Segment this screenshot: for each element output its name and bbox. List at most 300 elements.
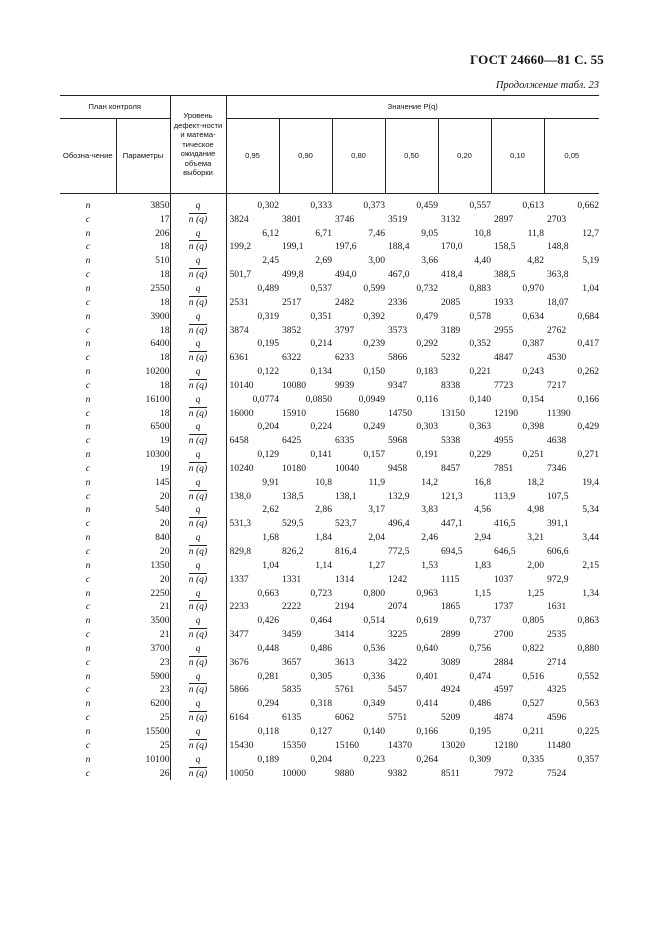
row-value: 5,19 — [582, 255, 599, 267]
row-value: 391,1 — [547, 518, 569, 530]
row-value: 10180 — [282, 462, 306, 474]
row-value: 0,351 — [310, 310, 332, 322]
row-level: n (q) — [188, 629, 208, 641]
row-parameter: 840 — [116, 531, 170, 545]
row-value: 0,127 — [310, 725, 332, 737]
row-value: 5968 — [388, 435, 408, 447]
row-designation: n — [85, 282, 91, 294]
row-parameter: 10100 — [116, 753, 170, 767]
row-level: q — [195, 587, 201, 599]
row-value: 4,56 — [474, 504, 491, 516]
row-value: 6458 — [229, 435, 249, 447]
row-designation: c — [85, 435, 91, 447]
row-designation: n — [85, 476, 91, 488]
table-row — [60, 600, 599, 614]
table-row — [60, 282, 599, 296]
row-value: 0,303 — [416, 421, 438, 433]
row-value: 0,221 — [469, 366, 491, 378]
row-level: q — [195, 449, 201, 461]
row-level-cell — [170, 573, 226, 587]
row-value: 10140 — [229, 379, 254, 391]
row-value: 5866 — [229, 684, 249, 696]
row-value: 606,6 — [547, 546, 569, 558]
row-value: 2,00 — [527, 559, 544, 571]
table-row — [60, 614, 599, 628]
row-value: 0,129 — [257, 449, 279, 461]
row-value: 0,262 — [577, 366, 599, 378]
row-value: 1,04 — [262, 559, 279, 571]
row-value: 826,2 — [282, 546, 304, 558]
row-value: 2531 — [229, 296, 249, 308]
row-level: n (q) — [188, 684, 208, 696]
row-value: 138,1 — [335, 490, 357, 502]
row-value: 16000 — [229, 407, 254, 419]
row-value: 13020 — [441, 739, 465, 751]
row-designation: n — [85, 255, 91, 267]
row-designation: c — [85, 656, 91, 668]
row-value: 7972 — [494, 767, 514, 779]
row-value: 158,5 — [494, 241, 516, 253]
table-row — [60, 725, 599, 739]
row-value: 0,723 — [310, 587, 332, 599]
row-level-cell — [170, 407, 226, 421]
row-designation: c — [85, 324, 91, 336]
row-parameter: 10200 — [116, 365, 170, 379]
row-level-cell — [170, 684, 226, 698]
row-value: 148,8 — [547, 241, 569, 253]
row-value: 1037 — [494, 573, 514, 585]
row-value: 0,229 — [469, 449, 491, 461]
row-value: 0,211 — [522, 725, 544, 737]
row-value: 10240 — [229, 462, 254, 474]
row-value: 0,0850 — [305, 393, 332, 405]
row-value: 6135 — [282, 712, 302, 724]
row-value: 4596 — [547, 712, 567, 724]
row-designation: c — [85, 629, 91, 641]
row-parameter: 23 — [116, 656, 170, 670]
row-value: 15350 — [282, 739, 306, 751]
row-value: 10000 — [282, 767, 306, 779]
row-value: 418,4 — [441, 269, 463, 281]
row-designation: n — [85, 366, 91, 378]
table-row — [60, 545, 599, 559]
table-row — [60, 254, 599, 268]
row-value: 14,2 — [421, 476, 438, 488]
row-value: 1737 — [494, 601, 514, 613]
row-designation: c — [85, 739, 91, 751]
row-value: 1,27 — [368, 559, 385, 571]
row-value: 0,318 — [310, 698, 332, 710]
row-level: n (q) — [188, 601, 208, 613]
row-value: 0,271 — [577, 449, 599, 461]
row-parameter: 18 — [116, 324, 170, 338]
row-value: 5866 — [388, 352, 408, 364]
row-value: 1331 — [282, 573, 302, 585]
row-value: 0,486 — [310, 642, 332, 654]
row-designation: n — [85, 199, 91, 211]
row-parameter: 5900 — [116, 670, 170, 684]
row-value: 11,9 — [368, 476, 385, 488]
row-value: 1337 — [229, 573, 249, 585]
row-value: 0,516 — [522, 670, 544, 682]
row-parameter: 20 — [116, 573, 170, 587]
row-value: 2517 — [282, 296, 302, 308]
table-row — [60, 656, 599, 670]
row-value: 1,34 — [582, 587, 599, 599]
row-value: 10040 — [335, 462, 359, 474]
row-value: 0,486 — [469, 698, 491, 710]
row-level-cell — [170, 753, 226, 767]
row-parameter: 23 — [116, 684, 170, 698]
row-level: q — [195, 393, 201, 405]
row-value: 2762 — [547, 324, 567, 336]
row-level: n (q) — [188, 379, 208, 391]
row-value: 0,800 — [363, 587, 385, 599]
row-value: 1,25 — [527, 587, 544, 599]
row-value: 9939 — [335, 379, 355, 391]
row-value: 5457 — [388, 684, 408, 696]
table-body — [60, 194, 599, 781]
row-level: n (q) — [188, 324, 208, 336]
row-value: 3225 — [388, 629, 408, 641]
row-value: 8457 — [441, 462, 461, 474]
row-level: q — [195, 421, 201, 433]
row-value: 3414 — [335, 629, 355, 641]
row-value: 19,4 — [582, 476, 599, 488]
row-designation: c — [85, 241, 91, 253]
row-value: 3132 — [441, 213, 461, 225]
row-value: 15160 — [335, 739, 359, 751]
row-level: q — [195, 642, 201, 654]
row-value: 0,489 — [257, 282, 279, 294]
row-value: 0,122 — [257, 366, 279, 378]
row-value: 494,0 — [335, 269, 357, 281]
row-level-cell — [170, 296, 226, 310]
header-value: Значение P(q) — [226, 96, 599, 119]
row-value: 0,0949 — [358, 393, 385, 405]
row-level: n (q) — [188, 573, 208, 585]
row-value: 11,8 — [527, 227, 544, 239]
row-value: 7723 — [494, 379, 514, 391]
row-level: n (q) — [188, 767, 208, 779]
row-level-cell — [170, 282, 226, 296]
row-level-cell — [170, 310, 226, 324]
row-designation: n — [85, 698, 91, 710]
row-value: 0,822 — [522, 642, 544, 654]
row-level: q — [195, 366, 201, 378]
row-value: 0,264 — [416, 753, 438, 765]
row-value: 12,7 — [582, 227, 599, 239]
row-value: 2482 — [335, 296, 355, 308]
row-value: 3824 — [229, 213, 249, 225]
row-value: 0,336 — [363, 670, 385, 682]
row-value: 14750 — [388, 407, 412, 419]
row-level-cell — [170, 337, 226, 351]
row-value: 0,557 — [469, 199, 491, 211]
row-value: 188,4 — [388, 241, 410, 253]
row-parameter: 19 — [116, 434, 170, 448]
row-value: 0,249 — [363, 421, 385, 433]
row-designation: n — [85, 310, 91, 322]
row-value: 363,8 — [547, 269, 569, 281]
row-value: 15430 — [229, 739, 254, 751]
table-row — [60, 365, 599, 379]
row-parameter: 510 — [116, 254, 170, 268]
row-value: 0,183 — [416, 366, 438, 378]
row-value: 3189 — [441, 324, 461, 336]
row-value: 0,392 — [363, 310, 385, 322]
row-value: 0,662 — [577, 199, 599, 211]
row-value: 0,141 — [310, 449, 332, 461]
row-level-cell — [170, 711, 226, 725]
row-designation: c — [85, 352, 91, 364]
table-row — [60, 213, 599, 227]
row-value: 3,66 — [421, 255, 438, 267]
row-level-cell — [170, 213, 226, 227]
row-level: q — [195, 615, 201, 627]
row-value: 3746 — [335, 213, 355, 225]
row-level: n (q) — [188, 490, 208, 502]
row-value: 0,224 — [310, 421, 332, 433]
row-designation: n — [85, 559, 91, 571]
row-value: 0,537 — [310, 282, 332, 294]
row-value: 0,578 — [469, 310, 491, 322]
table-row — [60, 351, 599, 365]
row-level: q — [195, 559, 201, 571]
row-designation: c — [85, 546, 91, 558]
row-level: q — [195, 282, 201, 294]
row-parameter: 540 — [116, 504, 170, 518]
row-level: n (q) — [188, 712, 208, 724]
row-value: 10,8 — [474, 227, 491, 239]
table-row — [60, 227, 599, 241]
row-value: 467,0 — [388, 269, 410, 281]
table-row — [60, 767, 599, 781]
row-value: 4638 — [547, 435, 567, 447]
row-level: q — [195, 310, 201, 322]
row-value: 0,414 — [416, 698, 438, 710]
row-value: 4955 — [494, 435, 514, 447]
row-parameter: 2250 — [116, 587, 170, 601]
row-level: n (q) — [188, 739, 208, 751]
row-value: 0,195 — [257, 338, 279, 350]
header-prob-0: 0,95 — [226, 119, 279, 194]
row-designation: n — [85, 449, 91, 461]
row-designation: n — [85, 753, 91, 765]
row-value: 0,302 — [257, 199, 279, 211]
row-value: 138,0 — [229, 490, 252, 502]
row-value: 12180 — [494, 739, 518, 751]
row-value: 0,157 — [363, 449, 385, 461]
row-designation: n — [85, 393, 91, 405]
row-level-cell — [170, 490, 226, 504]
row-value: 3,21 — [527, 532, 544, 544]
row-designation: c — [85, 712, 91, 724]
row-value: 2233 — [229, 601, 249, 613]
row-value: 499,8 — [282, 269, 304, 281]
row-value: 6,71 — [315, 227, 332, 239]
table-row — [60, 587, 599, 601]
row-value: 6322 — [282, 352, 302, 364]
table-row — [60, 462, 599, 476]
row-designation: c — [85, 518, 91, 530]
row-level: q — [195, 725, 201, 737]
row-value: 1,83 — [474, 559, 491, 571]
row-value: 0,401 — [416, 670, 438, 682]
row-level: n (q) — [188, 241, 208, 253]
row-parameter: 18 — [116, 351, 170, 365]
row-value: 0,563 — [577, 698, 599, 710]
row-value: 2703 — [547, 213, 567, 225]
row-value: 2194 — [335, 601, 355, 613]
row-parameter: 21 — [116, 600, 170, 614]
row-value: 3797 — [335, 324, 355, 336]
row-value: 496,4 — [388, 518, 410, 530]
row-level: n (q) — [188, 656, 208, 668]
row-value: 3459 — [282, 629, 302, 641]
row-value: 9880 — [335, 767, 355, 779]
table-row — [60, 393, 599, 407]
row-value: 0,0774 — [252, 393, 279, 405]
row-value: 16,8 — [474, 476, 491, 488]
row-level-cell — [170, 545, 226, 559]
row-value: 0,417 — [577, 338, 599, 350]
row-value: 0,294 — [257, 698, 279, 710]
row-value: 0,319 — [257, 310, 279, 322]
row-level-cell — [170, 600, 226, 614]
table-row — [60, 324, 599, 338]
row-level-cell — [170, 517, 226, 531]
row-value: 3,17 — [368, 504, 385, 516]
row-value: 0,134 — [310, 366, 332, 378]
row-value: 0,474 — [469, 670, 491, 682]
row-value: 1,14 — [315, 559, 332, 571]
row-value: 1,04 — [582, 282, 599, 294]
row-value: 0,352 — [469, 338, 491, 350]
row-value: 18,2 — [527, 476, 544, 488]
header-parameters: Параметры — [116, 119, 170, 194]
row-value: 2,62 — [262, 504, 279, 516]
row-value: 388,5 — [494, 269, 516, 281]
row-value: 7217 — [547, 379, 567, 391]
row-value: 972,9 — [547, 573, 569, 585]
row-value: 2884 — [494, 656, 514, 668]
table-continuation-label: Продолжение табл. 23 — [495, 80, 599, 91]
row-designation: c — [85, 462, 91, 474]
row-value: 9347 — [388, 379, 408, 391]
row-value: 3,44 — [582, 532, 599, 544]
row-value: 0,732 — [416, 282, 438, 294]
row-parameter: 18 — [116, 268, 170, 282]
header-prob-4: 0,20 — [438, 119, 491, 194]
row-value: 0,527 — [522, 698, 544, 710]
row-value: 2,15 — [582, 559, 599, 571]
row-value: 4325 — [547, 684, 567, 696]
row-value: 2,45 — [262, 255, 279, 267]
row-value: 2897 — [494, 213, 514, 225]
row-value: 646,5 — [494, 546, 516, 558]
row-level-cell — [170, 476, 226, 490]
row-level-cell — [170, 421, 226, 435]
header-designation: Обозна-чение — [60, 119, 116, 194]
row-value: 6233 — [335, 352, 355, 364]
row-parameter: 3700 — [116, 642, 170, 656]
row-value: 0,204 — [310, 753, 332, 765]
row-level: q — [195, 199, 201, 211]
row-value: 113,9 — [494, 490, 516, 502]
row-value: 0,619 — [416, 615, 438, 627]
row-value: 5232 — [441, 352, 461, 364]
row-designation: c — [85, 767, 91, 779]
row-level-cell — [170, 504, 226, 518]
row-value: 0,251 — [522, 449, 544, 461]
row-value: 0,189 — [257, 753, 279, 765]
row-level: n (q) — [188, 546, 208, 558]
header-prob-3: 0,50 — [385, 119, 438, 194]
row-parameter: 6200 — [116, 697, 170, 711]
row-value: 6,12 — [262, 227, 279, 239]
row-value: 0,640 — [416, 642, 438, 654]
row-level-cell — [170, 614, 226, 628]
row-value: 6425 — [282, 435, 302, 447]
row-value: 0,479 — [416, 310, 438, 322]
table-row — [60, 476, 599, 490]
row-value: 0,448 — [257, 642, 279, 654]
table-row — [60, 628, 599, 642]
row-level: q — [195, 504, 201, 516]
row-value: 0,464 — [310, 615, 332, 627]
table-row — [60, 241, 599, 255]
row-level-cell — [170, 227, 226, 241]
table-row — [60, 296, 599, 310]
table-row — [60, 697, 599, 711]
row-value: 170,0 — [441, 241, 463, 253]
table-row — [60, 670, 599, 684]
row-value: 18,07 — [547, 296, 569, 308]
row-value: 107,5 — [547, 490, 569, 502]
row-value: 2714 — [547, 656, 567, 668]
row-value: 3801 — [282, 213, 302, 225]
header-prob-6: 0,05 — [544, 119, 599, 194]
row-level: n (q) — [188, 462, 208, 474]
row-parameter: 26 — [116, 767, 170, 781]
row-value: 0,756 — [469, 642, 491, 654]
row-value: 15680 — [335, 407, 359, 419]
row-parameter: 18 — [116, 241, 170, 255]
row-value: 523,7 — [335, 518, 357, 530]
row-parameter: 25 — [116, 739, 170, 753]
table-row — [60, 407, 599, 421]
row-level-cell — [170, 324, 226, 338]
row-value: 0,357 — [577, 753, 599, 765]
row-value: 0,281 — [257, 670, 279, 682]
row-value: 4530 — [547, 352, 567, 364]
row-level: q — [195, 698, 201, 710]
row-parameter: 18 — [116, 407, 170, 421]
row-value: 3874 — [229, 324, 249, 336]
row-value: 6062 — [335, 712, 355, 724]
row-designation: n — [85, 421, 91, 433]
row-designation: c — [85, 490, 91, 502]
row-value: 0,552 — [577, 670, 599, 682]
row-value: 5338 — [441, 435, 461, 447]
row-value: 1115 — [441, 573, 460, 585]
row-level-cell — [170, 462, 226, 476]
row-value: 0,663 — [257, 587, 279, 599]
row-designation: n — [85, 725, 91, 737]
row-level: q — [195, 255, 201, 267]
row-parameter: 6400 — [116, 337, 170, 351]
